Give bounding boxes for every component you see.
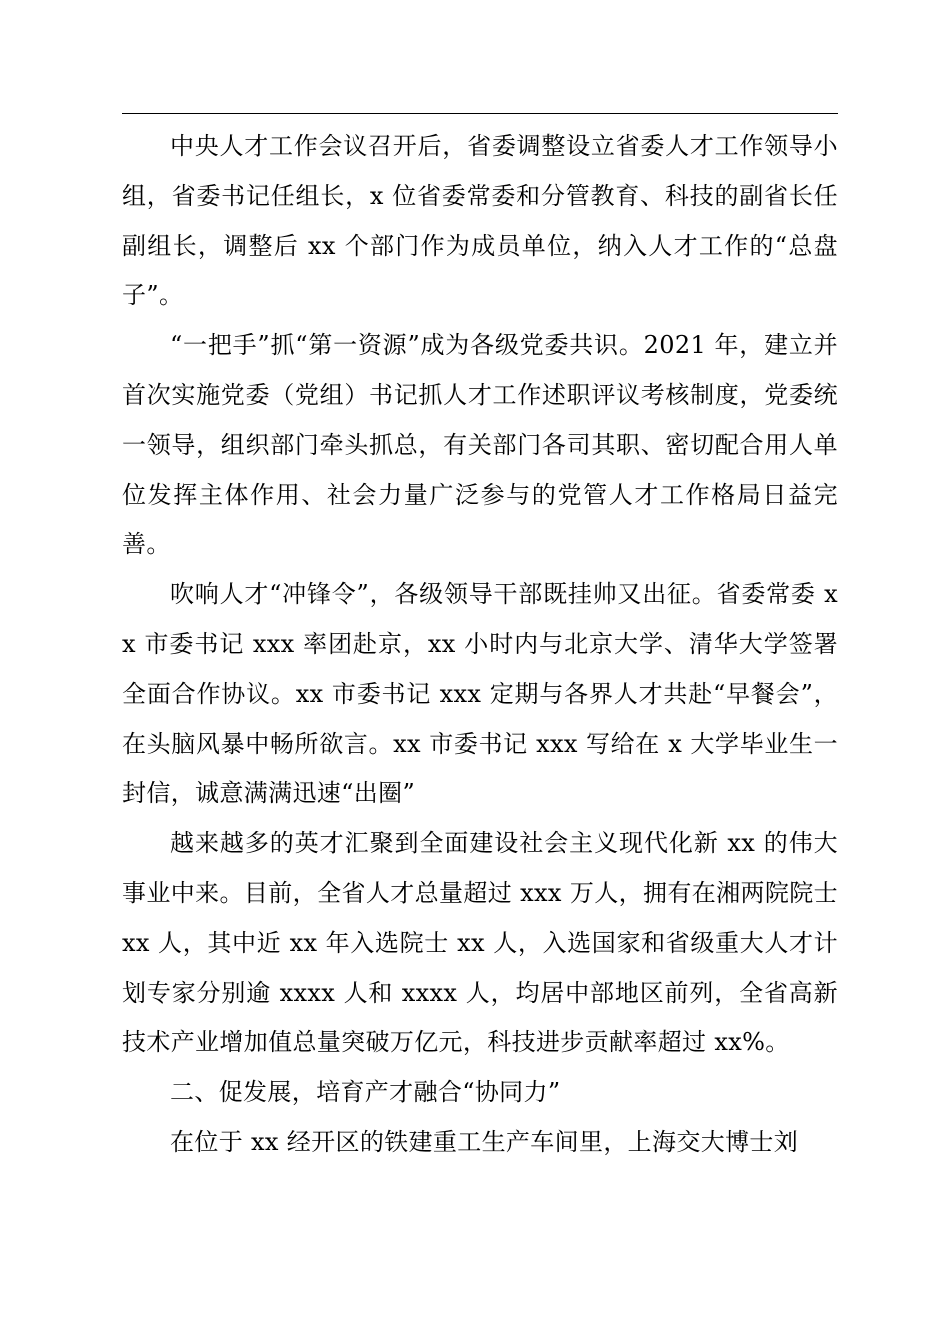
paragraph-charge-order: 吹响人才“冲锋令”，各级领导干部既挂帅又出征。省委常委 xx 市委书记 xxx 率团赴京，xx 小时内与北京大学、清华大学签署全面合作协议。xx 市委书记 xxx 定期与各界人才共赴“早餐会”，在头脑风暴中畅所欲言。xx 市委书记 xxx 写给在 x 大学毕业生一封信，诚意满满迅速“出圈” — [122, 580, 838, 808]
paragraph-workshop: 在位于 xx 经开区的铁建重工生产车间里，上海交大博士刘 — [170, 1127, 799, 1156]
section-heading: 二、促发展，培育产才融合“协同力” — [170, 1078, 561, 1107]
paragraph-leadership-group: 中央人才工作会议召开后，省委调整设立省委人才工作领导小组，省委书记任组长，x 位省委常委和分管教育、科技的副省长任副组长，调整后 xx 个部门作为成员单位，纳入人才工作的“总盘子”。 — [122, 132, 838, 310]
paragraph-talent-gathering: 越来越多的英才汇聚到全面建设社会主义现代化新 xx 的伟大事业中来。目前，全省人才总量超过 xxx 万人，拥有在湘两院院士 xx 人，其中近 xx 年入选院士 xx 人，入选国家和省级重大人才计划专家分别逾 xxxx 人和 xxxx 人，均居中部地区前列，全省高新技术产业增加值总量突破万亿元，科技进步贡献率超过 xx%。 — [122, 829, 838, 1057]
paragraph-first-resource: “一把手”抓“第一资源”成为各级党委共识。2021 年，建立并首次实施党委（党组）书记抓人才工作述职评议考核制度，党委统一领导，组织部门牵头抓总，有关部门各司其职、密切配合用人单位发挥主体作用、社会力量广泛参与的党管人才工作格局日益完善。 — [122, 331, 838, 559]
header-rule — [122, 113, 838, 114]
document-body — [122, 122, 838, 1168]
